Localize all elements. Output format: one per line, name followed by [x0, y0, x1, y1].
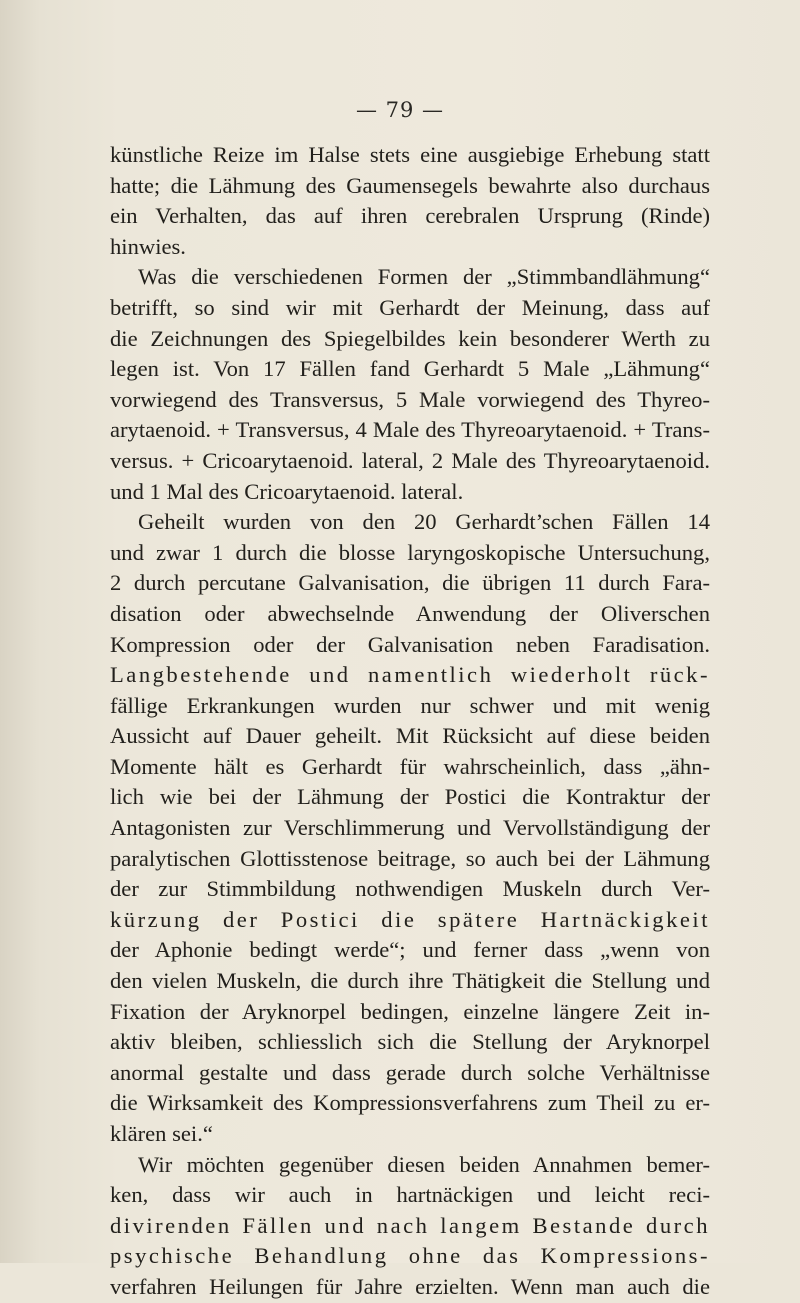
- text-line: hinwies.: [110, 233, 186, 259]
- text-line: Fixation der Aryknorpel bedingen, einzelne längere Zeit in-: [110, 998, 710, 1024]
- text-line: künstliche Reize im Halse stets eine ausgiebige Erhebung statt: [110, 142, 710, 167]
- text-line: ken, dass wir auch in hartnäckigen und leicht reci-: [110, 1182, 710, 1208]
- text-line: die Zeichnungen des Spiegelbildes kein besonderer Werth zu: [110, 325, 710, 351]
- text-line: kürzung der Postici die spätere Hartnäckigkeit: [110, 906, 710, 932]
- body-text: [110, 140, 710, 1303]
- text-line: die Wirksamkeit des Kompressionsverfahrens zum Theil zu er-: [110, 1090, 710, 1116]
- text-line: 2 durch percutane Galvanisation, die übrigen 11 durch Fara-: [110, 570, 710, 596]
- text-line: der zur Stimmbildung nothwendigen Muskeln durch Ver-: [110, 876, 710, 902]
- text-line: disation oder abwechselnde Anwendung der Oliverschen: [110, 600, 710, 626]
- text-line: legen ist. Von 17 Fällen fand Gerhardt 5 Male „Lähmung“: [110, 356, 710, 382]
- text-line: paralytischen Glottisstenose beitrage, so auch bei der Lähmung: [110, 845, 710, 871]
- text-line: und 1 Mal des Cricoarytaenoid. lateral.: [110, 478, 464, 504]
- text-line: psychische Behandlung ohne das Kompressions-: [110, 1243, 710, 1269]
- text-line: ein Verhalten, das auf ihren cerebralen Ursprung (Rinde): [110, 203, 710, 229]
- text-line: versus. + Cricoarytaenoid. lateral, 2 Male des Thyreoarytaenoid.: [110, 447, 710, 473]
- text-line: Antagonisten zur Verschlimmerung und Vervollständigung der: [110, 815, 710, 841]
- text-line: Geheilt wurden von den 20 Gerhardt’schen Fällen 14: [138, 509, 710, 535]
- text-line: divirenden Fällen und nach langem Bestande durch: [110, 1212, 710, 1238]
- text-line: aktiv bleiben, schliesslich sich die Stellung der Aryknorpel: [110, 1029, 710, 1055]
- text-line: Wir möchten gegenüber diesen beiden Annahmen bemer-: [138, 1151, 710, 1177]
- text-line: arytaenoid. + Transversus, 4 Male des Thyreoarytaenoid. + Trans-: [110, 417, 710, 443]
- text-line: Momente hält es Gerhardt für wahrscheinlich, dass „ähn-: [110, 753, 710, 779]
- text-line: Kompression oder der Galvanisation neben Faradisation.: [110, 631, 710, 657]
- text-line: der Aphonie bedingt werde“; und ferner dass „wenn von: [110, 937, 710, 963]
- text-line: den vielen Muskeln, die durch ihre Thätigkeit die Stellung und: [110, 968, 710, 994]
- text-line: Aussicht auf Dauer geheilt. Mit Rücksicht auf diese beiden: [110, 723, 710, 749]
- text-line: und zwar 1 durch die blosse laryngoskopische Untersuchung,: [110, 539, 710, 565]
- text-line: Langbestehende und namentlich wiederholt rück-: [110, 662, 710, 688]
- text-line: fällige Erkrankungen wurden nur schwer und mit wenig: [110, 692, 710, 718]
- text-line: anormal gestalte und dass gerade durch solche Verhältnisse: [110, 1059, 710, 1085]
- text-line: vorwiegend des Transversus, 5 Male vorwiegend des Thyreo-: [110, 386, 710, 412]
- text-line: verfahren Heilungen für Jahre erzielten. Wenn man auch die: [110, 1273, 710, 1299]
- text-line: hatte; die Lähmung des Gaumensegels bewahrte also durchaus: [110, 172, 710, 198]
- text-line: betrifft, so sind wir mit Gerhardt der Meinung, dass auf: [110, 294, 710, 320]
- page-number: — 79 —: [355, 98, 445, 122]
- text-line: lich wie bei der Lähmung der Postici die Kontraktur der: [110, 784, 710, 810]
- text-line: Was die verschiedenen Formen der „Stimmbandlähmung“: [138, 264, 710, 290]
- text-line: klären sei.“: [110, 1121, 213, 1146]
